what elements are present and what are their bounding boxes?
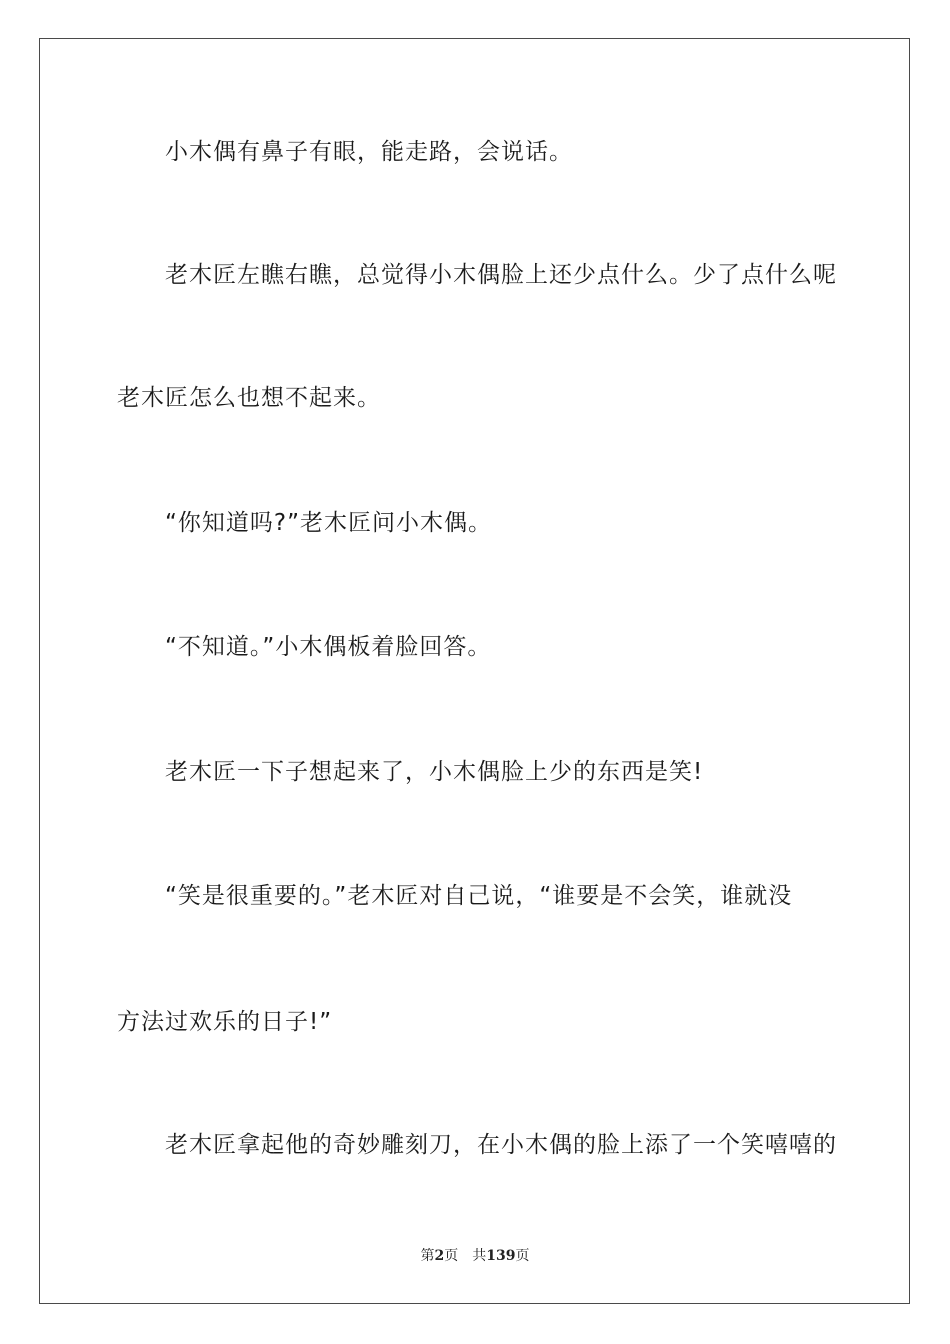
paragraph-line-1: 小木偶有鼻子有眼，能走路，会说话。 (165, 139, 573, 165)
paragraph-line-2: 老木匠左瞧右瞧，总觉得小木偶脸上还少点什么。少了点什么呢 (165, 262, 837, 288)
total-pages-prefix: 共 (472, 1248, 487, 1264)
paragraph-line-4: “你知道吗?”老木匠问小木偶。 (165, 510, 493, 536)
total-pages: 139 (486, 1248, 516, 1264)
total-pages-suffix: 页 (515, 1248, 530, 1264)
page-number-suffix: 页 (444, 1248, 459, 1264)
page-footer (0, 1247, 950, 1265)
paragraph-line-3: 老木匠怎么也想不起来。 (117, 385, 381, 411)
page-number-prefix: 第 (420, 1248, 435, 1264)
page-border (39, 38, 910, 1304)
page-number: 2 (434, 1248, 445, 1264)
paragraph-line-5: “不知道。”小木偶板着脸回答。 (165, 634, 492, 660)
paragraph-line-8: 方法过欢乐的日子!” (117, 1009, 333, 1035)
paragraph-line-6: 老木匠一下子想起来了，小木偶脸上少的东西是笑! (165, 759, 704, 785)
paragraph-line-9: 老木匠拿起他的奇妙雕刻刀，在小木偶的脸上添了一个笑嘻嘻的 (165, 1132, 837, 1158)
paragraph-line-7: “笑是很重要的。”老木匠对自己说，“谁要是不会笑，谁就没 (165, 883, 793, 909)
